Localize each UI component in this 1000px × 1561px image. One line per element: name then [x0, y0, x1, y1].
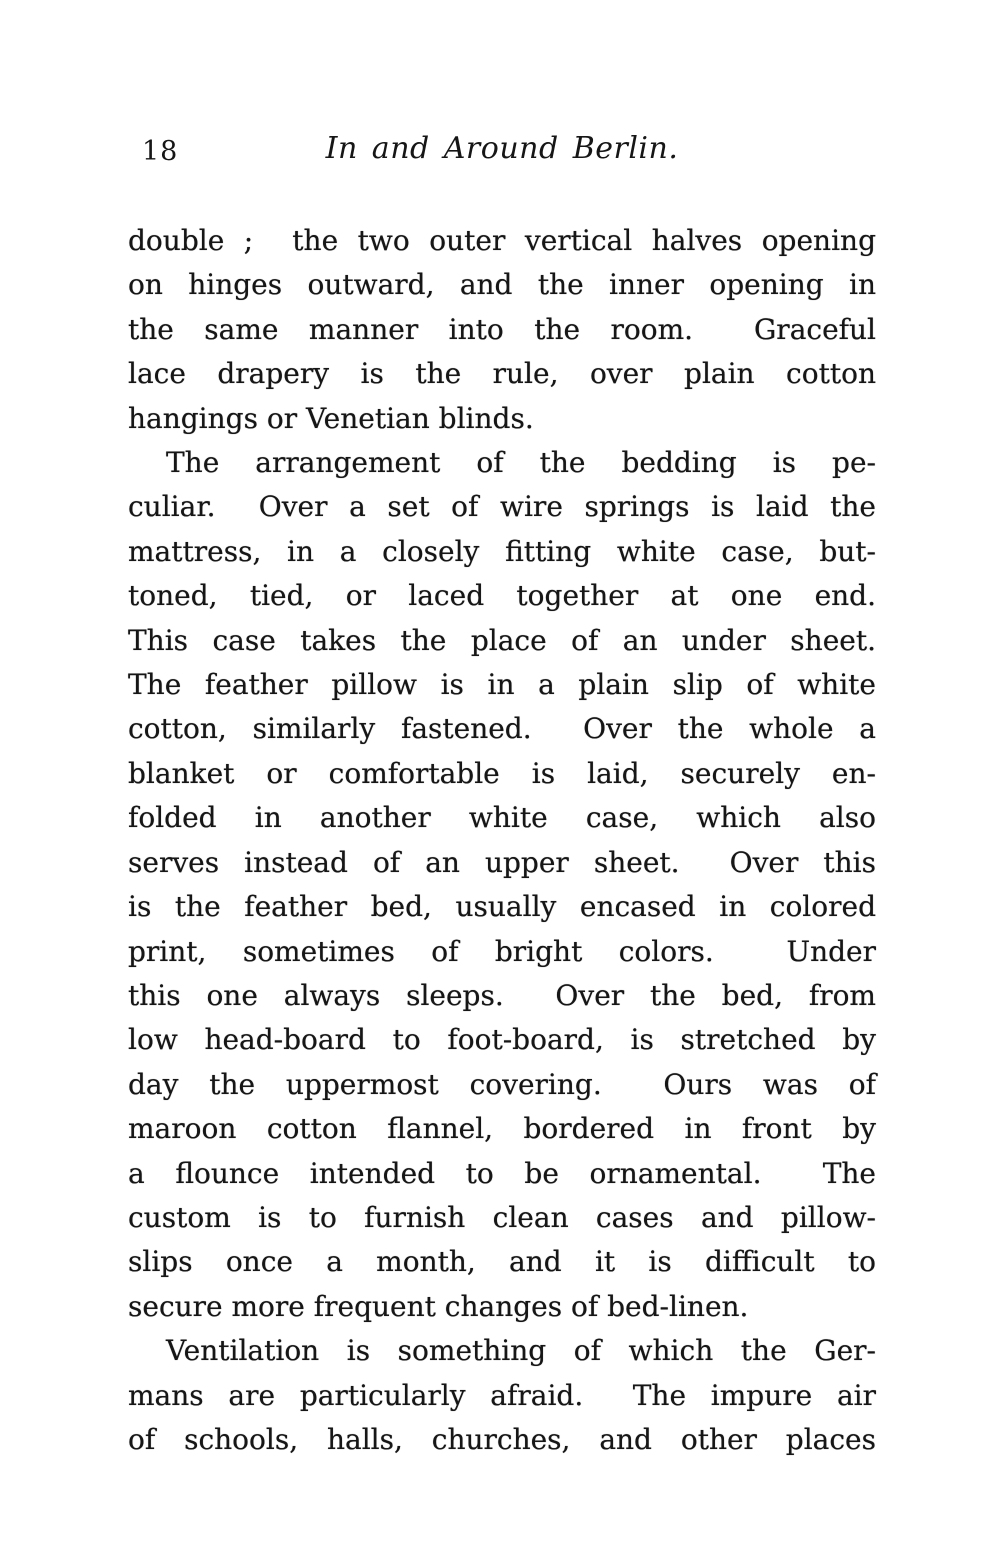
- running-title: In and Around Berlin.: [325, 131, 679, 166]
- page-number: 18: [142, 136, 179, 167]
- text-line: maroon cotton flannel, bordered in front by: [128, 1112, 876, 1146]
- text-line: serves instead of an upper sheet. Over this: [128, 845, 876, 879]
- text-line: this one always sleeps. Over the bed, from: [128, 978, 876, 1012]
- text-line: the same manner into the room. Graceful: [128, 312, 876, 346]
- text-line: mans are particularly afraid. The impure air: [128, 1378, 876, 1412]
- text-line: a flounce intended to be ornamental. The: [128, 1156, 876, 1190]
- text-line: cotton, similarly fastened. Over the whole a: [128, 712, 876, 746]
- text-line: blanket or comfortable is laid, securely en-: [128, 756, 876, 790]
- text-line: The arrangement of the bedding is pe-: [166, 446, 876, 480]
- text-line: mattress, in a closely fitting white case, but-: [128, 534, 876, 568]
- text-block: [128, 219, 876, 1462]
- text-line: day the uppermost covering. Ours was of: [128, 1067, 876, 1101]
- text-line: print, sometimes of bright colors. Under: [128, 934, 876, 968]
- text-line: lace drapery is the rule, over plain cotton: [128, 357, 876, 391]
- text-line: double ; the two outer vertical halves opening: [128, 224, 876, 257]
- page-header: [128, 131, 876, 175]
- paragraph: [128, 441, 876, 1329]
- paragraph: [128, 1329, 876, 1462]
- text-line: low head-board to foot-board, is stretched by: [128, 1023, 876, 1057]
- text-line: This case takes the place of an under sheet.: [128, 623, 876, 657]
- text-line: Ventilation is something of which the Ger-: [166, 1334, 876, 1368]
- text-line: hangings or Venetian blinds.: [128, 401, 534, 435]
- text-line: of schools, halls, churches, and other places: [128, 1422, 876, 1456]
- text-line: toned, tied, or laced together at one end.: [128, 579, 876, 613]
- text-line: is the feather bed, usually encased in colored: [128, 890, 876, 924]
- text-line: secure more frequent changes of bed-linen.: [128, 1289, 749, 1323]
- text-line: custom is to furnish clean cases and pillow-: [128, 1200, 876, 1234]
- text-line: The feather pillow is in a plain slip of white: [128, 668, 876, 702]
- text-line: culiar. Over a set of wire springs is laid the: [128, 490, 876, 524]
- text-line: slips once a month, and it is difficult to: [128, 1245, 876, 1279]
- text-line: folded in another white case, which also: [128, 801, 876, 835]
- paragraph: [128, 219, 876, 441]
- text-line: on hinges outward, and the inner opening in: [128, 268, 876, 302]
